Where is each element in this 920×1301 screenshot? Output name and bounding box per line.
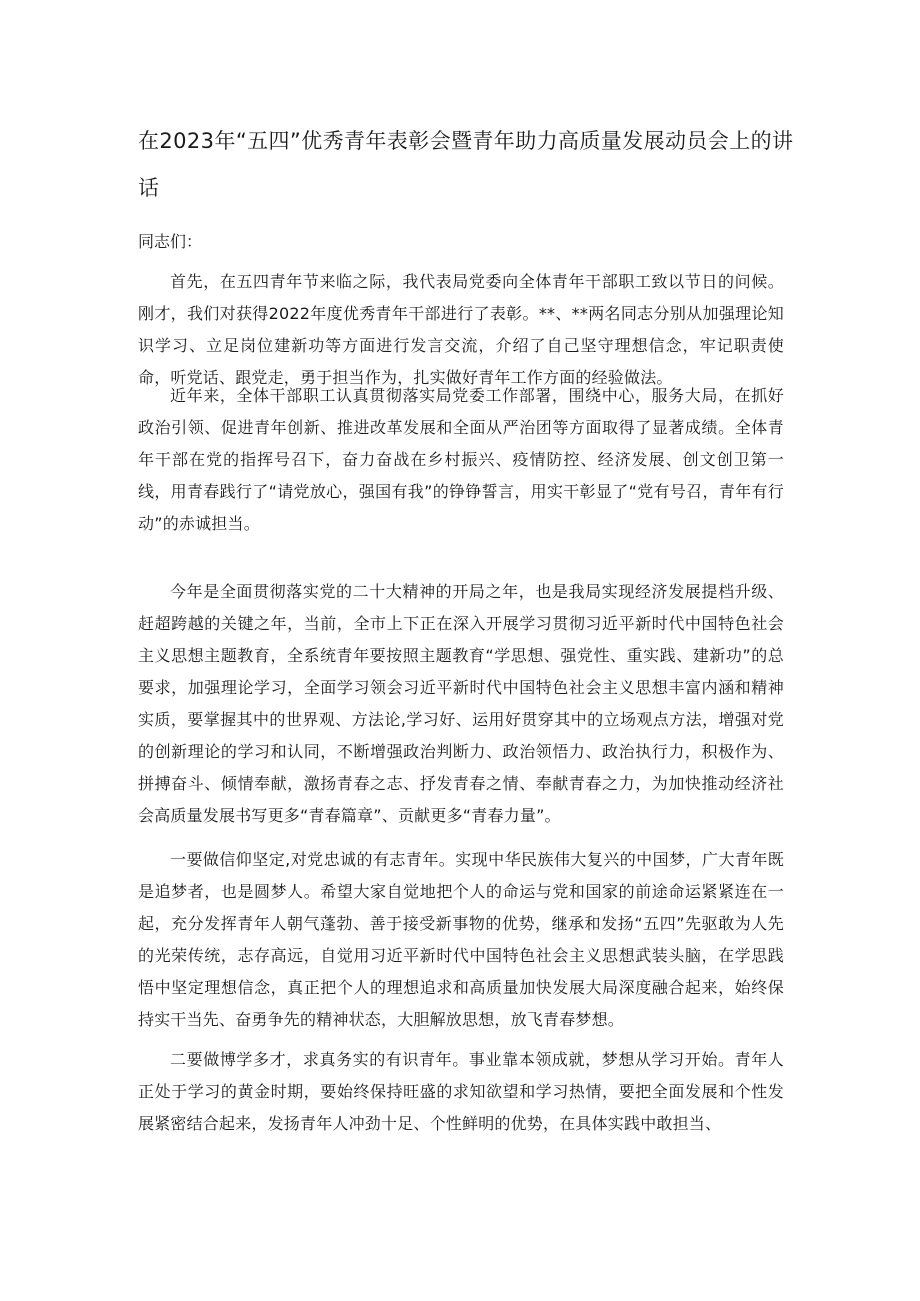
paragraph-5: 二要做博学多才，求真务实的有识青年。事业靠本领成就，梦想从学习开始。青年人正处于学习的黄金时期，要始终保持旺盛的求知欲望和学习热情，要把全面发展和个性发展紧密结合起来，发扬青年人冲劲十足、个性鲜明的优势，在具体实践中敢担当、 [138, 1050, 784, 1133]
paragraph-3: 今年是全面贯彻落实党的二十大精神的开局之年，也是我局实现经济发展提档升级、赶超跨越的关键之年，当前，全市上下正在深入开展学习贯彻习近平新时代中国特色社会主义思想主题教育，全系统青年要按照主题教育“学思想、强党性、重实践、建新功”的总要求，加强理论学习，全面学习领会习近平新时代中国特色社会主义思想丰富内涵和精神实质，要掌握其中的世界观、方法论,学习好、运用好贯穿其中的立场观点方法，增强对党的创新理论的学习和认同，不断增强政治判断力、政治领悟力、政治执行力，积极作为、拼搏奋斗、倾情奉献，激扬青春之志、抒发青春之情、奉献青春之力，为加快推动经济社会高质量发展书写更多“青春篇章”、贡献更多“青春力量”。 [138, 582, 784, 825]
document-title: 在2023年“五四”优秀青年表彰会暨青年助力高质量发展动员会上的讲话 [138, 129, 794, 200]
paragraph-2: 近年来，全体干部职工认真贯彻落实局党委工作部署，围绕中心，服务大局，在抓好政治引领、促进青年创新、推进改革发展和全面从严治团等方面取得了显著成绩。全体青年干部在党的指挥号召下，奋力奋战在乡村振兴、疫情防控、经济发展、创文创卫第一线，用青春践行了“请党放心，强国有我”的铮铮誓言，用实干彰显了“党有号召，青年有行动”的赤诚担当。 [138, 386, 784, 533]
paragraph-4: 一要做信仰坚定,对党忠诚的有志青年。实现中华民族伟大复兴的中国梦，广大青年既是追梦者，也是圆梦人。希望大家自觉地把个人的命运与党和国家的前途命运紧紧连在一起，充分发挥青年人朝气蓬勃、善于接受新事物的优势，继承和发扬“五四”先驱敢为人先的光荣传统，志存高远，自觉用习近平新时代中国特色社会主义思想武装头脑，在学思践悟中坚定理想信念，真正把个人的理想追求和高质量加快发展大局深度融合起来，始终保持实干当先、奋勇争先的精神状态，大胆解放思想，放飞青春梦想。 [138, 850, 784, 1029]
salutation: 同志们： [138, 232, 203, 251]
paragraph-1: 首先，在五四青年节来临之际，我代表局党委向全体青年干部职工致以节日的问候。刚才，我们对获得2022年度优秀青年干部进行了表彰。**、**两名同志分别从加强理论知识学习、立足岗位建新功等方面进行发言交流，介绍了自己坚守理想信念，牢记职责使命，听党话、跟党走，勇于担当作为，扎实做好青年工作方面的经验做法。 [138, 272, 784, 387]
